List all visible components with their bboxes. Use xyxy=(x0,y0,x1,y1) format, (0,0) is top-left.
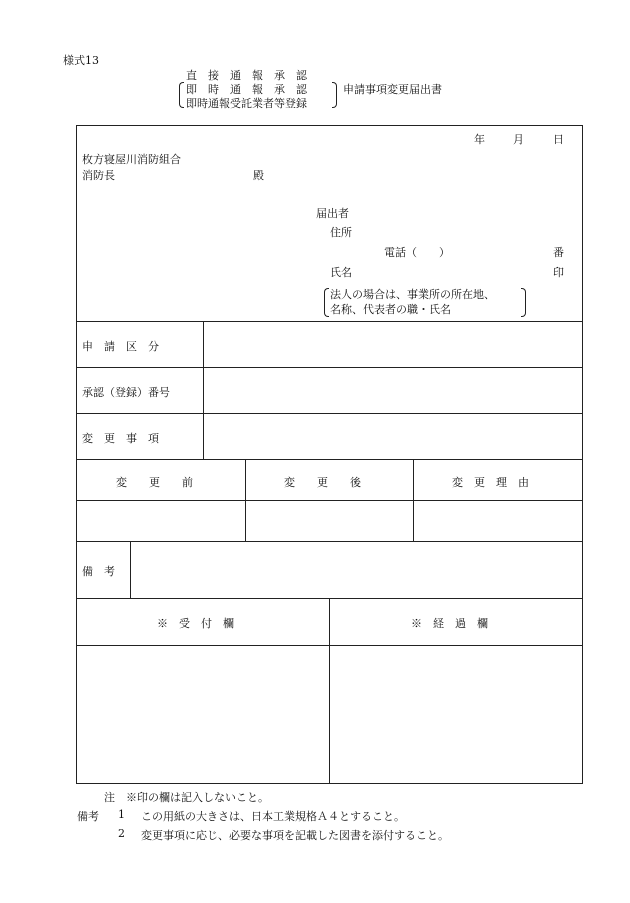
title-right-bracket xyxy=(332,82,337,108)
approval-no-field[interactable] xyxy=(205,369,581,411)
phone-label: 電話（ ） xyxy=(384,246,450,259)
category-label: 申 請 区 分 xyxy=(82,340,159,353)
title-line1: 直 接 通 報 承 認 xyxy=(186,69,307,82)
title-line3: 即時通報受託業者等登録 xyxy=(186,97,307,110)
changes-label: 変 更 事 項 xyxy=(82,432,159,445)
title-suffix: 申請事項変更届出書 xyxy=(343,83,442,96)
progress-header: ※ 経 過 欄 xyxy=(411,617,488,630)
remarks-divider xyxy=(130,541,131,598)
row-divider xyxy=(76,321,583,322)
applicant-note-line2: 名称、代表者の職・氏名 xyxy=(330,303,451,316)
reason-header: 変 更 理 由 xyxy=(452,476,529,489)
change-table-divider xyxy=(413,459,414,541)
row-divider xyxy=(76,413,583,414)
form-id: 様式13 xyxy=(63,54,99,67)
address-label: 住所 xyxy=(330,226,352,239)
label-column-divider xyxy=(203,321,204,459)
reason-field[interactable] xyxy=(415,502,581,539)
footer-item1-no: 1 xyxy=(118,808,125,821)
row-divider xyxy=(76,541,583,542)
office-divider xyxy=(329,598,330,784)
row-divider xyxy=(76,367,583,368)
changes-field[interactable] xyxy=(205,415,581,457)
note-right-bracket xyxy=(521,288,526,317)
category-field[interactable] xyxy=(205,323,581,365)
date-day-label: 日 xyxy=(553,133,564,146)
remarks-label: 備 考 xyxy=(82,565,115,578)
date-month-label: 月 xyxy=(513,133,524,146)
title-line2: 即 時 通 報 承 認 xyxy=(186,83,307,96)
row-divider xyxy=(76,459,583,460)
addressee-org: 枚方寝屋川消防組合 xyxy=(82,153,181,166)
applicant-label: 届出者 xyxy=(316,207,349,220)
footer-note: 注 ※印の欄は記入しないこと。 xyxy=(104,791,269,804)
footer-item2: 変更事項に応じ、必要な事項を記載した図書を添付すること。 xyxy=(141,829,449,842)
reception-header: ※ 受 付 欄 xyxy=(157,617,234,630)
approval-no-label: 承認（登録）番号 xyxy=(82,386,170,399)
name-label: 氏名 xyxy=(330,266,352,279)
before-field[interactable] xyxy=(78,502,244,539)
after-field[interactable] xyxy=(247,502,412,539)
note-left-bracket xyxy=(324,288,329,317)
after-header: 変 更 後 xyxy=(284,476,361,489)
seal-mark: 印 xyxy=(553,266,564,279)
footer-item1: この用紙の大きさは、日本工業規格Ａ４とすること。 xyxy=(141,810,405,823)
row-divider xyxy=(76,500,583,501)
honorific: 殿 xyxy=(253,169,264,182)
before-header: 変 更 前 xyxy=(116,476,193,489)
addressee-title: 消防長 xyxy=(82,169,115,182)
change-table-divider xyxy=(245,459,246,541)
applicant-note-line1: 法人の場合は、事業所の所在地、 xyxy=(330,288,495,301)
phone-suffix: 番 xyxy=(553,246,564,259)
footer-remarks-head: 備考 xyxy=(77,810,99,823)
date-year-label: 年 xyxy=(474,133,485,146)
footer-item2-no: 2 xyxy=(118,827,125,840)
title-left-bracket xyxy=(179,82,184,108)
remarks-field[interactable] xyxy=(132,543,581,596)
